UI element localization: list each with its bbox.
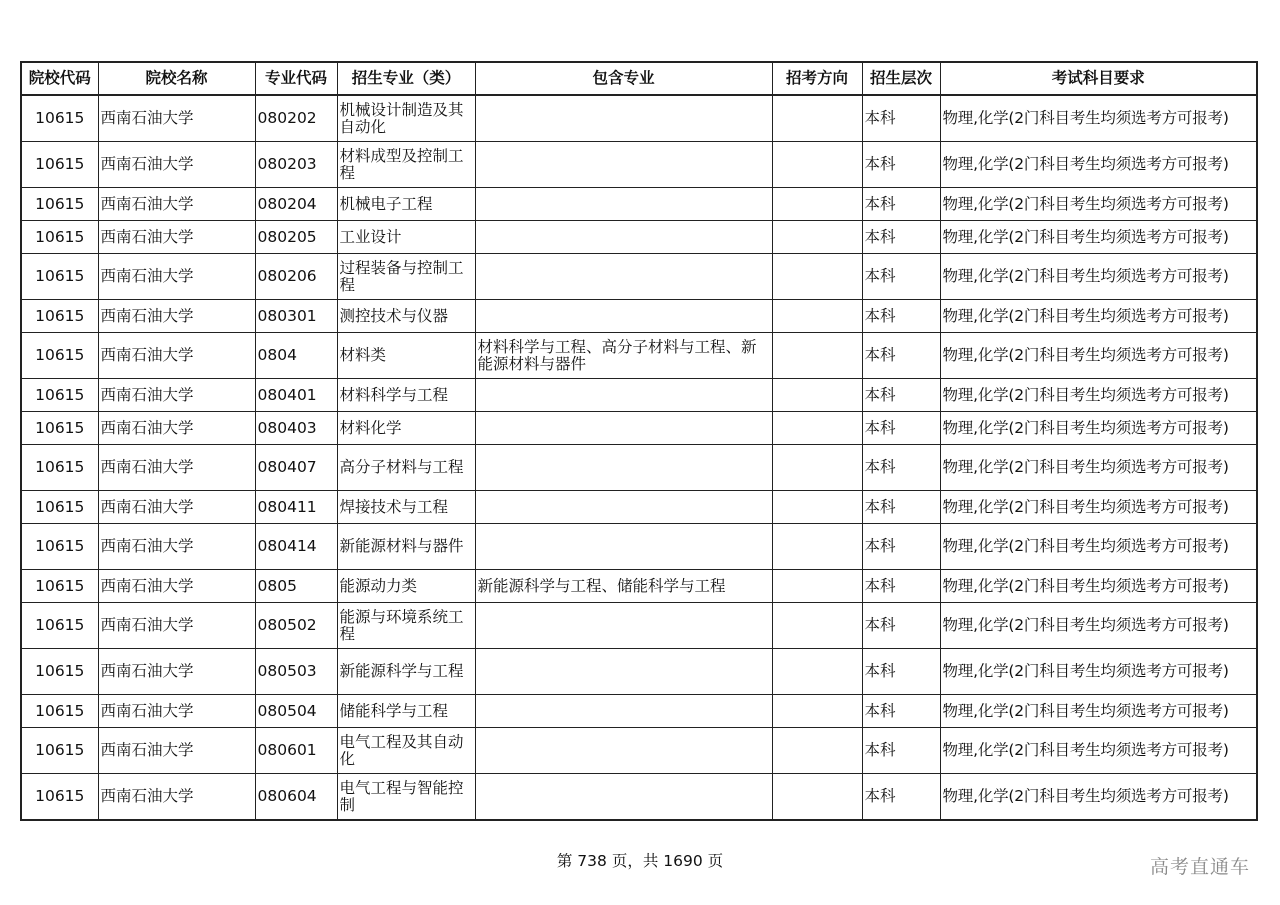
- table-row: [21, 524, 1257, 570]
- major-code-cell: 080504: [255, 695, 337, 728]
- table-row: [21, 412, 1257, 445]
- direction-cell: [772, 379, 862, 412]
- school-name-cell: 西南石油大学: [98, 491, 255, 524]
- major-cell: 材料类: [337, 333, 475, 379]
- major-code-cell: 080401: [255, 379, 337, 412]
- direction-cell: [772, 570, 862, 603]
- school-code-cell: 10615: [21, 603, 98, 649]
- level-cell: 本科: [862, 333, 940, 379]
- direction-cell: [772, 728, 862, 774]
- table-row: [21, 95, 1257, 142]
- subject-requirement-cell: 物理,化学(2门科目考生均须选考方可报考): [940, 570, 1257, 603]
- table-row: [21, 774, 1257, 821]
- direction-cell: [772, 142, 862, 188]
- subject-requirement-cell: 物理,化学(2门科目考生均须选考方可报考): [940, 188, 1257, 221]
- school-name-cell: 西南石油大学: [98, 142, 255, 188]
- included-majors-cell: [475, 603, 772, 649]
- level-cell: 本科: [862, 603, 940, 649]
- header-direction: 招考方向: [772, 62, 862, 95]
- level-cell: 本科: [862, 188, 940, 221]
- table-row: [21, 695, 1257, 728]
- header-school-name: 院校名称: [98, 62, 255, 95]
- major-cell: 新能源材料与器件: [337, 524, 475, 570]
- direction-cell: [772, 695, 862, 728]
- school-code-cell: 10615: [21, 412, 98, 445]
- included-majors-cell: [475, 221, 772, 254]
- enrollment-table: [20, 61, 1258, 821]
- header-subject-requirement: 考试科目要求: [940, 62, 1257, 95]
- major-code-cell: 0804: [255, 333, 337, 379]
- major-code-cell: 080203: [255, 142, 337, 188]
- school-name-cell: 西南石油大学: [98, 188, 255, 221]
- major-code-cell: 080301: [255, 300, 337, 333]
- major-code-cell: 080502: [255, 603, 337, 649]
- direction-cell: [772, 188, 862, 221]
- major-code-cell: 080403: [255, 412, 337, 445]
- included-majors-cell: [475, 524, 772, 570]
- major-cell: 电气工程及其自动化: [337, 728, 475, 774]
- table-row: [21, 254, 1257, 300]
- major-cell: 储能科学与工程: [337, 695, 475, 728]
- direction-cell: [772, 95, 862, 142]
- major-cell: 高分子材料与工程: [337, 445, 475, 491]
- major-code-cell: 080601: [255, 728, 337, 774]
- table-row: [21, 649, 1257, 695]
- included-majors-cell: [475, 412, 772, 445]
- table-row: [21, 333, 1257, 379]
- school-code-cell: 10615: [21, 379, 98, 412]
- header-major-code: 专业代码: [255, 62, 337, 95]
- school-name-cell: 西南石油大学: [98, 254, 255, 300]
- major-cell: 测控技术与仪器: [337, 300, 475, 333]
- school-name-cell: 西南石油大学: [98, 649, 255, 695]
- school-name-cell: 西南石油大学: [98, 728, 255, 774]
- direction-cell: [772, 412, 862, 445]
- direction-cell: [772, 333, 862, 379]
- school-code-cell: 10615: [21, 491, 98, 524]
- direction-cell: [772, 300, 862, 333]
- subject-requirement-cell: 物理,化学(2门科目考生均须选考方可报考): [940, 603, 1257, 649]
- major-code-cell: 080604: [255, 774, 337, 821]
- subject-requirement-cell: 物理,化学(2门科目考生均须选考方可报考): [940, 445, 1257, 491]
- included-majors-cell: [475, 774, 772, 821]
- school-code-cell: 10615: [21, 649, 98, 695]
- direction-cell: [772, 774, 862, 821]
- level-cell: 本科: [862, 649, 940, 695]
- included-majors-cell: [475, 649, 772, 695]
- major-code-cell: 080503: [255, 649, 337, 695]
- watermark: 高考直通车: [1149, 856, 1250, 878]
- subject-requirement-cell: 物理,化学(2门科目考生均须选考方可报考): [940, 491, 1257, 524]
- school-name-cell: 西南石油大学: [98, 570, 255, 603]
- included-majors-cell: [475, 142, 772, 188]
- table-row: [21, 142, 1257, 188]
- subject-requirement-cell: 物理,化学(2门科目考生均须选考方可报考): [940, 95, 1257, 142]
- table-row: [21, 300, 1257, 333]
- level-cell: 本科: [862, 221, 940, 254]
- header-included-majors: 包含专业: [475, 62, 772, 95]
- major-code-cell: 080206: [255, 254, 337, 300]
- included-majors-cell: [475, 695, 772, 728]
- direction-cell: [772, 221, 862, 254]
- direction-cell: [772, 603, 862, 649]
- included-majors-cell: [475, 491, 772, 524]
- level-cell: 本科: [862, 379, 940, 412]
- subject-requirement-cell: 物理,化学(2门科目考生均须选考方可报考): [940, 300, 1257, 333]
- major-cell: 机械电子工程: [337, 188, 475, 221]
- school-code-cell: 10615: [21, 774, 98, 821]
- page-number: 第 738 页，共 1690 页: [556, 852, 724, 870]
- major-cell: 新能源科学与工程: [337, 649, 475, 695]
- included-majors-cell: [475, 95, 772, 142]
- school-code-cell: 10615: [21, 570, 98, 603]
- direction-cell: [772, 445, 862, 491]
- level-cell: 本科: [862, 445, 940, 491]
- table-row: [21, 570, 1257, 603]
- level-cell: 本科: [862, 95, 940, 142]
- table-row: [21, 445, 1257, 491]
- school-name-cell: 西南石油大学: [98, 524, 255, 570]
- school-code-cell: 10615: [21, 95, 98, 142]
- level-cell: 本科: [862, 774, 940, 821]
- school-code-cell: 10615: [21, 695, 98, 728]
- subject-requirement-cell: 物理,化学(2门科目考生均须选考方可报考): [940, 142, 1257, 188]
- major-code-cell: 080204: [255, 188, 337, 221]
- direction-cell: [772, 649, 862, 695]
- table-row: [21, 603, 1257, 649]
- subject-requirement-cell: 物理,化学(2门科目考生均须选考方可报考): [940, 333, 1257, 379]
- direction-cell: [772, 491, 862, 524]
- subject-requirement-cell: 物理,化学(2门科目考生均须选考方可报考): [940, 649, 1257, 695]
- major-code-cell: 080411: [255, 491, 337, 524]
- subject-requirement-cell: 物理,化学(2门科目考生均须选考方可报考): [940, 695, 1257, 728]
- included-majors-cell: [475, 300, 772, 333]
- major-cell: 机械设计制造及其自动化: [337, 95, 475, 142]
- major-cell: 能源与环境系统工程: [337, 603, 475, 649]
- level-cell: 本科: [862, 570, 940, 603]
- school-name-cell: 西南石油大学: [98, 774, 255, 821]
- school-code-cell: 10615: [21, 142, 98, 188]
- major-cell: 能源动力类: [337, 570, 475, 603]
- school-code-cell: 10615: [21, 221, 98, 254]
- level-cell: 本科: [862, 728, 940, 774]
- direction-cell: [772, 524, 862, 570]
- level-cell: 本科: [862, 254, 940, 300]
- level-cell: 本科: [862, 524, 940, 570]
- included-majors-cell: [475, 188, 772, 221]
- table-row: [21, 221, 1257, 254]
- major-cell: 电气工程与智能控制: [337, 774, 475, 821]
- major-cell: 焊接技术与工程: [337, 491, 475, 524]
- school-code-cell: 10615: [21, 300, 98, 333]
- school-code-cell: 10615: [21, 254, 98, 300]
- table-row: [21, 728, 1257, 774]
- school-code-cell: 10615: [21, 188, 98, 221]
- subject-requirement-cell: 物理,化学(2门科目考生均须选考方可报考): [940, 254, 1257, 300]
- school-name-cell: 西南石油大学: [98, 379, 255, 412]
- school-name-cell: 西南石油大学: [98, 221, 255, 254]
- school-name-cell: 西南石油大学: [98, 445, 255, 491]
- subject-requirement-cell: 物理,化学(2门科目考生均须选考方可报考): [940, 379, 1257, 412]
- major-cell: 材料化学: [337, 412, 475, 445]
- included-majors-cell: [475, 445, 772, 491]
- school-code-cell: 10615: [21, 728, 98, 774]
- major-cell: 材料科学与工程: [337, 379, 475, 412]
- school-name-cell: 西南石油大学: [98, 412, 255, 445]
- header-level: 招生层次: [862, 62, 940, 95]
- school-code-cell: 10615: [21, 445, 98, 491]
- included-majors-cell: [475, 254, 772, 300]
- major-cell: 材料成型及控制工程: [337, 142, 475, 188]
- major-code-cell: 080414: [255, 524, 337, 570]
- level-cell: 本科: [862, 300, 940, 333]
- major-cell: 过程装备与控制工程: [337, 254, 475, 300]
- included-majors-cell: [475, 379, 772, 412]
- table-row: [21, 379, 1257, 412]
- subject-requirement-cell: 物理,化学(2门科目考生均须选考方可报考): [940, 221, 1257, 254]
- major-code-cell: 080202: [255, 95, 337, 142]
- subject-requirement-cell: 物理,化学(2门科目考生均须选考方可报考): [940, 774, 1257, 821]
- level-cell: 本科: [862, 695, 940, 728]
- included-majors-cell: [475, 728, 772, 774]
- major-cell: 工业设计: [337, 221, 475, 254]
- included-majors-cell: 新能源科学与工程、储能科学与工程: [475, 570, 772, 603]
- table-header-row: [21, 62, 1257, 95]
- level-cell: 本科: [862, 491, 940, 524]
- header-school-code: 院校代码: [21, 62, 98, 95]
- direction-cell: [772, 254, 862, 300]
- major-code-cell: 080407: [255, 445, 337, 491]
- included-majors-cell: 材料科学与工程、高分子材料与工程、新能源材料与器件: [475, 333, 772, 379]
- table-row: [21, 188, 1257, 221]
- major-code-cell: 0805: [255, 570, 337, 603]
- table-row: [21, 491, 1257, 524]
- level-cell: 本科: [862, 142, 940, 188]
- subject-requirement-cell: 物理,化学(2门科目考生均须选考方可报考): [940, 728, 1257, 774]
- major-code-cell: 080205: [255, 221, 337, 254]
- level-cell: 本科: [862, 412, 940, 445]
- subject-requirement-cell: 物理,化学(2门科目考生均须选考方可报考): [940, 412, 1257, 445]
- school-code-cell: 10615: [21, 524, 98, 570]
- school-name-cell: 西南石油大学: [98, 603, 255, 649]
- header-major: 招生专业（类）: [337, 62, 475, 95]
- subject-requirement-cell: 物理,化学(2门科目考生均须选考方可报考): [940, 524, 1257, 570]
- school-name-cell: 西南石油大学: [98, 300, 255, 333]
- school-name-cell: 西南石油大学: [98, 333, 255, 379]
- school-name-cell: 西南石油大学: [98, 95, 255, 142]
- school-code-cell: 10615: [21, 333, 98, 379]
- school-name-cell: 西南石油大学: [98, 695, 255, 728]
- table-body: [21, 95, 1257, 820]
